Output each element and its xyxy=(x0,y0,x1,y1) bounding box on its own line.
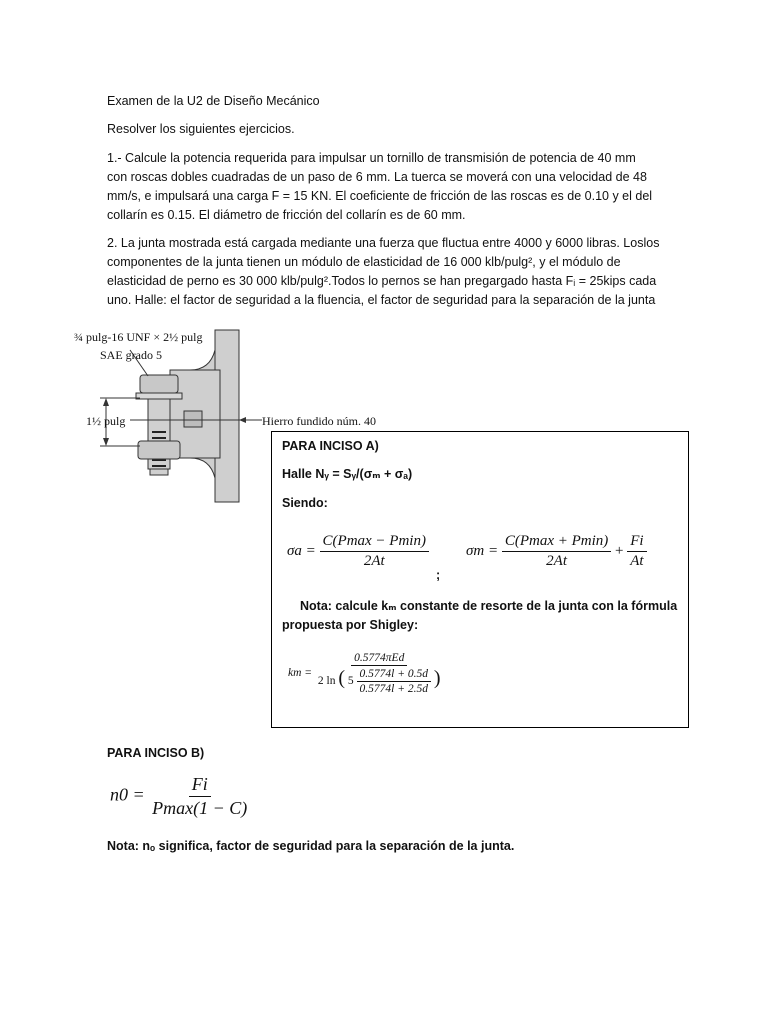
grip-length-label: 1½ pulg xyxy=(86,414,126,428)
sigma-m-formula xyxy=(466,533,647,570)
n0-formula xyxy=(110,774,250,819)
n0-denominator: Pmax(1 − C) xyxy=(152,798,248,818)
problem-2-line: 2. La junta mostrada está cargada mediante una fuerza que fluctua entre 4000 y 6000 libras. Loslos xyxy=(107,236,660,250)
problem-1-line: 1.- Calcule la potencia requerida para impulsar un tornillo de transmisión de potencia de 40 mm xyxy=(107,151,636,165)
km-denominator xyxy=(315,666,444,695)
sigma-m-numerator: C(Pmax + Pmin) xyxy=(502,533,611,552)
exam-title: Examen de la U2 de Diseño Mecánico xyxy=(107,94,320,108)
part-a-siendo: Siendo: xyxy=(282,496,328,510)
km-formula xyxy=(288,652,444,695)
problem-1-line: mm/s, e impulsará una carga F = 15 KN. El coeficiente de fricción de las roscas es de 0.10 y el del xyxy=(107,189,653,203)
km-inner-numerator: 0.5774l + 0.5d xyxy=(357,668,431,682)
sigma-a-numerator: C(Pmax − Pmin) xyxy=(320,533,429,552)
fi-numerator: Fi xyxy=(627,533,646,552)
instructions: Resolver los siguientes ejercicios. xyxy=(107,122,295,136)
sigma-m-lhs: σm = xyxy=(466,542,499,559)
fi-over-at-fraction xyxy=(627,533,646,570)
part-a-heading: PARA INCISO A) xyxy=(282,439,379,453)
sigma-a-denominator: 2At xyxy=(363,553,385,569)
sigma-a-formula xyxy=(287,533,429,570)
sigma-m-denominator: 2At xyxy=(546,553,567,569)
part-b-note: Nota: nₒ significa, factor de seguridad para la separación de la junta. xyxy=(107,839,515,853)
km-numerator: 0.5774πEd xyxy=(351,652,407,666)
at-denominator: At xyxy=(630,553,644,569)
sigma-m-plus: + xyxy=(615,542,624,559)
bolt-grade-label: SAE grado 5 xyxy=(100,348,162,362)
sigma-m-fraction xyxy=(502,533,611,570)
left-paren: ( xyxy=(338,667,346,689)
km-inner-fraction xyxy=(357,668,431,695)
material-label: Hierro fundido núm. 40 xyxy=(262,414,376,428)
problem-2-line: elasticidad de perno es 30 000 klb/pulg².Todos lo pernos se han pregargado hasta Fᵢ = 25kips cada xyxy=(107,274,657,288)
formula-separator: ; xyxy=(436,568,441,582)
problem-1-line: con roscas dobles cuadradas de un paso de 6 mm. La tuerca se moverá con una velocidad de 48 xyxy=(107,170,647,184)
part-a-formula-text: Halle Nᵧ = Sᵧ/(σₘ + σₐ) xyxy=(282,467,413,481)
km-inner-denominator: 0.5774l + 2.5d xyxy=(359,682,429,695)
km-lhs: km = xyxy=(288,667,313,680)
bolt-spec-label: ¾ pulg-16 UNF × 2½ pulg xyxy=(74,330,203,344)
n0-lhs: n0 = xyxy=(110,784,145,805)
sigma-a-fraction xyxy=(320,533,429,570)
part-a-note: Nota: calcule kₘ constante de resorte de la junta con la fórmula xyxy=(300,599,678,613)
sigma-a-lhs: σa = xyxy=(287,542,316,559)
km-fraction xyxy=(315,652,444,695)
n0-numerator: Fi xyxy=(189,774,211,797)
right-paren: ) xyxy=(433,667,441,689)
problem-2-line: componentes de la junta tienen un módulo de elasticidad de 16 000 klb/pulg², y el módulo de xyxy=(107,255,621,269)
km-log-prefix: 2 ln xyxy=(317,675,336,687)
n0-fraction xyxy=(149,774,250,819)
part-b-heading: PARA INCISO B) xyxy=(107,746,205,760)
km-five: 5 xyxy=(347,675,354,687)
problem-1-line: collarín es 0.15. El diámetro de fricción del collarín es de 60 mm. xyxy=(107,208,466,222)
part-a-note: propuesta por Shigley: xyxy=(282,618,419,632)
problem-2-line: uno. Halle: el factor de seguridad a la fluencia, el factor de seguridad para la separación de la junta xyxy=(107,293,656,307)
